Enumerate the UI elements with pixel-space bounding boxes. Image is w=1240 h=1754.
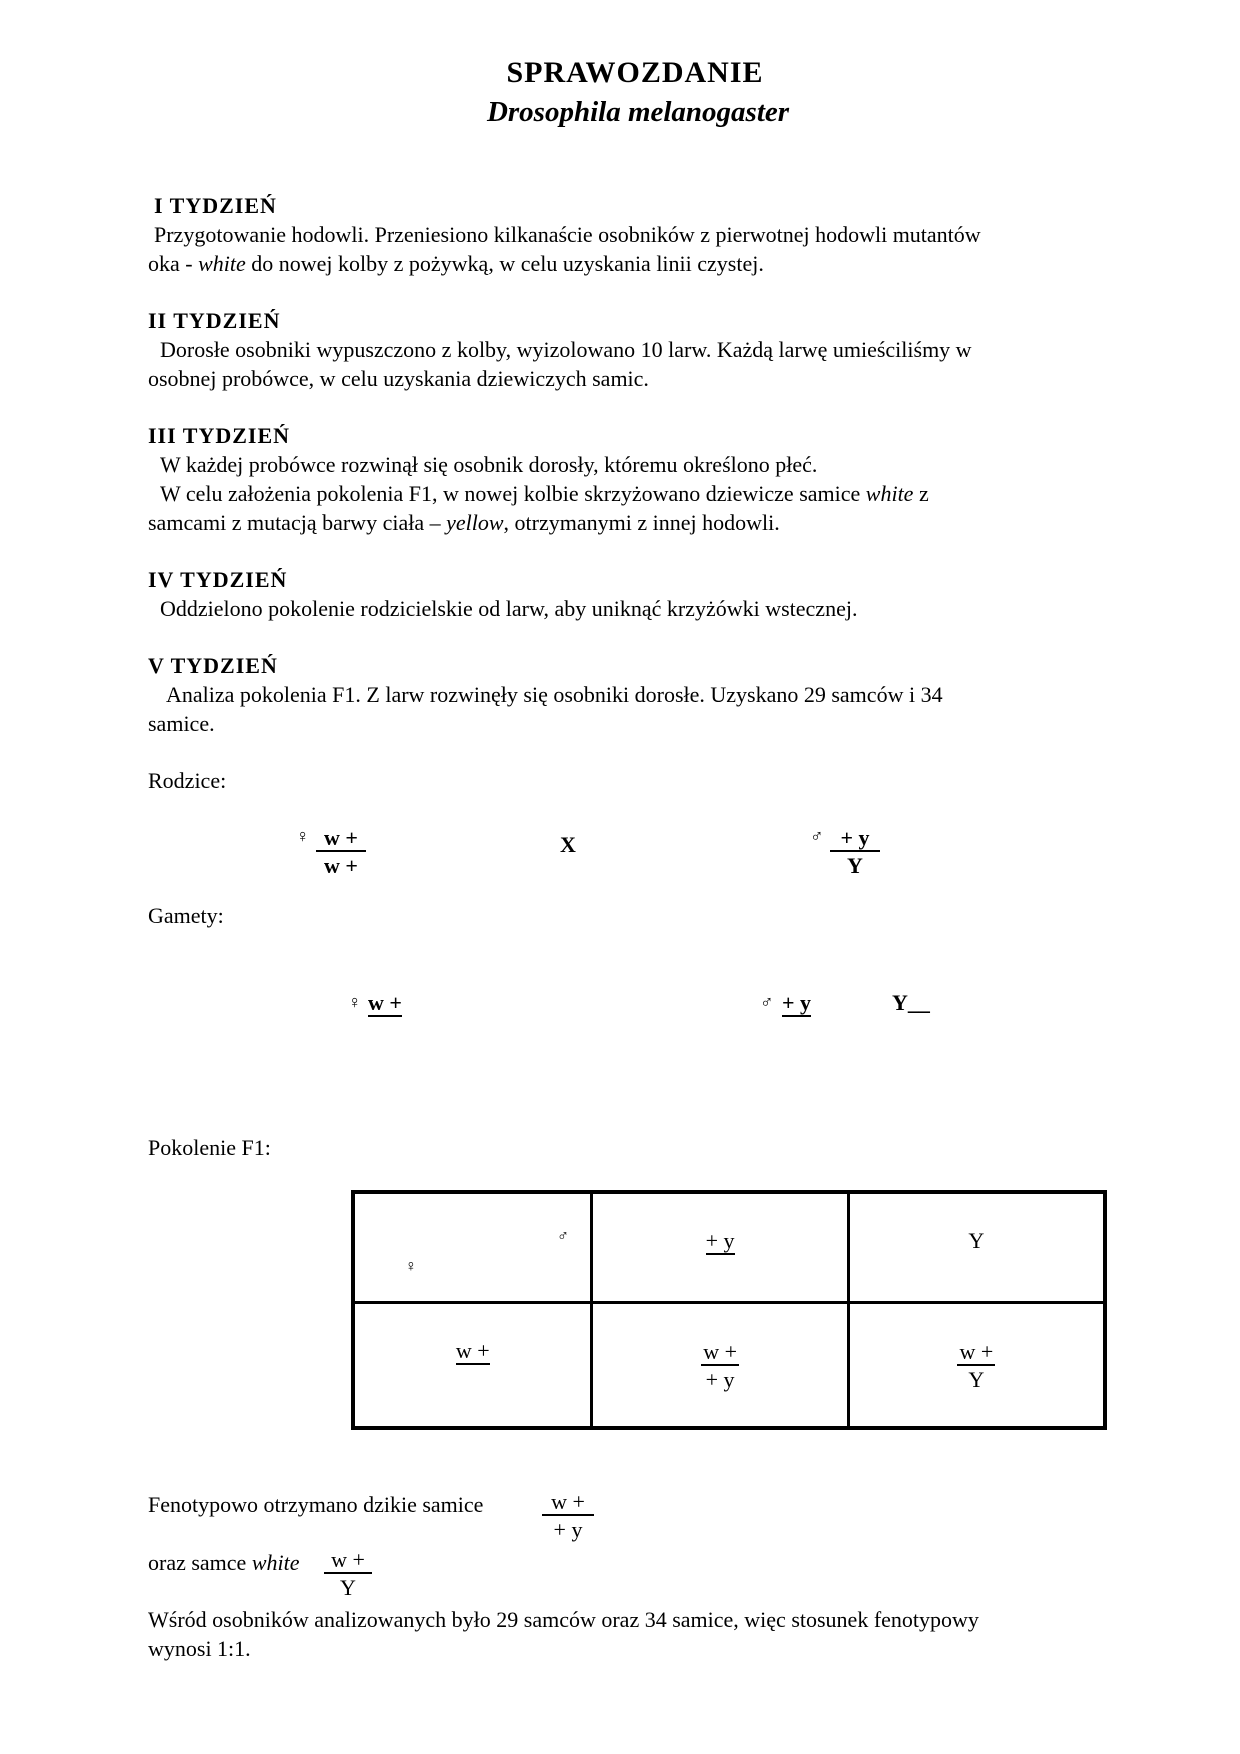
summary-line-2: oraz samce white <box>148 1550 300 1575</box>
week-1-line-2: oka - white do nowej kolby z pożywką, w celu uzyskania linii czystej. <box>148 251 764 276</box>
corner-male-symbol-icon: ♂ <box>557 1228 569 1245</box>
cross-symbol: X <box>560 832 576 857</box>
week-2-heading: II TYDZIEŃ <box>148 308 281 333</box>
summary-line-1: Fenotypowo otrzymano dzikie samice <box>148 1492 484 1517</box>
punnett-cell-female-offspring: $\frac{w +}{+ y}$ <box>592 1302 848 1428</box>
male-symbol-icon: ♂ <box>810 826 824 846</box>
summary-line-3: Wśród osobników analizowanych było 29 samców oraz 34 samice, więc stosunek fenotypowy <box>148 1607 979 1632</box>
week-5-heading: V TYDZIEŃ <box>148 653 278 678</box>
parents-label: Rodzice: <box>148 768 227 793</box>
punnett-header-col-2: Y <box>848 1192 1105 1302</box>
summary-female-genotype: $\frac{w +}{+ y}$ <box>542 1490 594 1544</box>
week-5-line-1: Analiza pokolenia F1. Z larw rozwinęły się osobniki dorosłe. Uzyskano 29 samców i 34 <box>166 682 943 707</box>
document-title: SPRAWOZDANIE <box>506 56 764 89</box>
week-3-line-2: W celu założenia pokolenia F1, w nowej kolbie skrzyżowano dziewicze samice white z <box>160 481 929 506</box>
week-3-line-1: W każdej probówce rozwinął się osobnik dorosły, któremu określono płeć. <box>160 452 818 477</box>
week-1-line-1: Przygotowanie hodowli. Przeniesiono kilkanaście osobników z pierwotnej hodowli mutantów <box>154 222 981 247</box>
gamete-female-symbol-icon: ♀ <box>348 992 362 1012</box>
summary-line-4: wynosi 1:1. <box>148 1636 251 1661</box>
gamete-male-y: Y__ <box>892 990 930 1015</box>
gamete-male-x: + y <box>782 990 812 1015</box>
week-2-line-1: Dorosłe osobniki wypuszczono z kolby, wyizolowano 10 larw. Każdą larwę umieściliśmy w <box>160 337 972 362</box>
gametes-label: Gamety: <box>148 903 224 928</box>
document-subtitle: Drosophila melanogaster <box>486 96 790 128</box>
female-symbol-icon: ♀ <box>296 826 310 846</box>
f1-label: Pokolenie F1: <box>148 1135 271 1160</box>
summary-male-genotype: $\frac{w +}{Y}$ <box>324 1548 372 1602</box>
gamete-female: w + <box>368 990 402 1015</box>
week-1-heading: I TYDZIEŃ <box>154 193 277 218</box>
parent-female-genotype: $\frac{w +}{w +}$ <box>316 826 366 880</box>
week-2-line-2: osobnej probówce, w celu uzyskania dziewiczych samic. <box>148 366 649 391</box>
punnett-corner-cell <box>353 1192 592 1302</box>
punnett-cell-male-offspring: $\frac{w +}{Y}$ <box>848 1302 1105 1428</box>
punnett-square <box>351 1190 1107 1430</box>
parent-male-genotype: $\frac{+ y}{Y}$ <box>830 826 880 880</box>
week-4-line-1: Oddzielono pokolenie rodzicielskie od larw, aby uniknąć krzyżówki wstecznej. <box>160 596 858 621</box>
corner-female-symbol-icon: ♀ <box>405 1258 417 1275</box>
week-4-heading: IV TYDZIEŃ <box>148 567 288 592</box>
punnett-header-col-1: + y <box>592 1192 848 1302</box>
punnett-header-row-1: w + <box>353 1302 592 1428</box>
week-3-heading: III TYDZIEŃ <box>148 423 291 448</box>
week-3-line-3: samcami z mutacją barwy ciała – yellow, otrzymanymi z innej hodowli. <box>148 510 780 535</box>
gamete-male-symbol-icon: ♂ <box>760 992 774 1012</box>
week-5-line-2: samice. <box>148 711 215 736</box>
